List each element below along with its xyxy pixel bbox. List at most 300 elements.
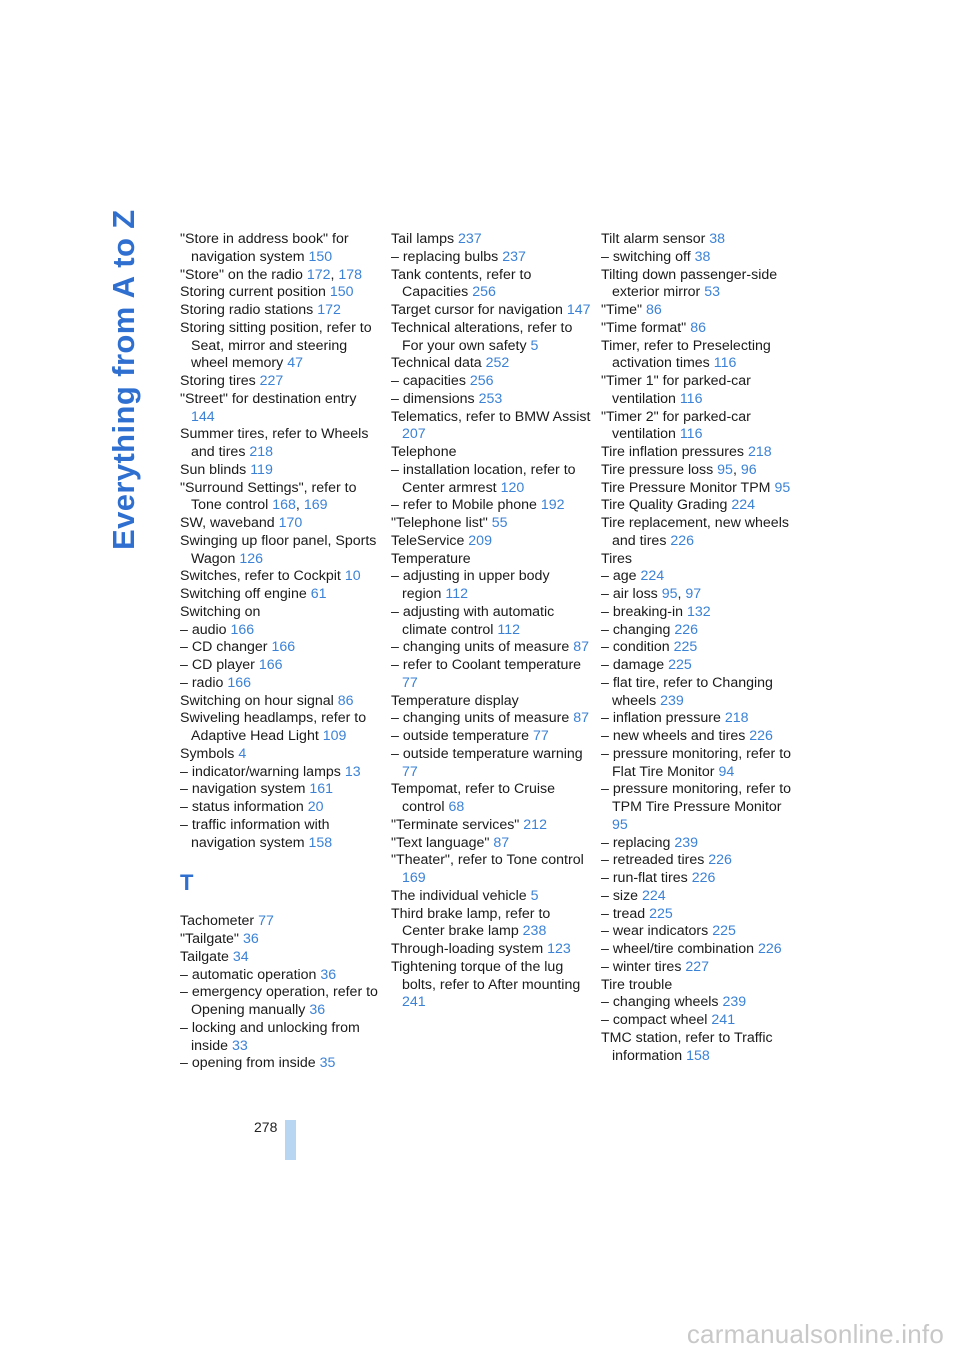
index-entry-text: Temperature [391, 550, 471, 567]
index-entry [601, 852, 801, 870]
index-entry-text: – changing wheels [601, 994, 719, 1011]
index-entry-text: – refer to Coolant temperature [391, 657, 582, 673]
index-entry [180, 984, 380, 1020]
index-entry [391, 817, 591, 835]
index-entry-text: SW, waveband [180, 515, 275, 531]
page-reference-link[interactable]: 68 [448, 799, 465, 815]
page-reference-link[interactable]: 132 [686, 603, 711, 620]
index-entry [180, 639, 380, 657]
index-entry-text: Sun blinds [180, 461, 247, 478]
index-entry [391, 462, 591, 498]
page-reference-link[interactable]: 158 [308, 834, 333, 851]
index-group-t [180, 913, 380, 1073]
index-entry-text: – traffic information with navigation system [180, 816, 330, 851]
page-reference-link[interactable]: 126 [239, 550, 264, 567]
index-entry [601, 781, 801, 834]
page-reference-link[interactable]: 4 [238, 745, 247, 762]
index-entry: – air loss 95, 97 [601, 586, 702, 602]
page-reference-link[interactable]: 147 [566, 302, 591, 318]
index-group-s [180, 231, 380, 852]
index-entry [180, 967, 380, 985]
index-entry [180, 817, 380, 853]
index-entry [391, 249, 591, 267]
index-entry-text: "Timer 2" for parked-car ventilation [601, 408, 751, 443]
page-reference-link[interactable]: 158 [686, 1047, 710, 1064]
page-reference-link[interactable]: 77 [258, 913, 274, 930]
index-entry [601, 551, 801, 569]
index-entry [391, 639, 591, 657]
index-entry-text: – CD changer [180, 639, 268, 656]
index-entry [601, 710, 801, 728]
index-entry-text: Tire pressure loss [601, 461, 714, 478]
page-reference-link[interactable]: 150 [308, 248, 333, 265]
page-reference-link[interactable]: 226 [749, 728, 773, 744]
index-entry-text: – damage [601, 657, 665, 673]
index-entry [180, 302, 380, 320]
index-entry [601, 746, 801, 782]
page-reference-link[interactable]: 112 [445, 586, 469, 602]
index-entry [391, 657, 591, 693]
index-entry-text: "Time format" [601, 319, 687, 336]
page-reference-link[interactable]: 120 [500, 479, 525, 496]
index-entry-text: Tires [601, 550, 633, 567]
page-reference-link[interactable]: 35 [319, 1055, 336, 1072]
index-entry-text: – locking and unlocking from inside [180, 1019, 360, 1054]
page-reference-link[interactable]: 225 [673, 639, 698, 656]
page-reference-link[interactable]: 38 [709, 231, 726, 247]
index-entry-text: Tire Pressure Monitor TPM [601, 479, 771, 496]
index-entry-text: – wear indicators [601, 923, 709, 940]
index-entry-text: Tank contents, refer to Capacities [391, 266, 532, 301]
page-reference-link[interactable]: 226 [708, 852, 732, 869]
index-entry-text: "Theater", refer to Tone control [391, 852, 584, 869]
index-column-1 [180, 231, 380, 1073]
index-entry [391, 959, 591, 1012]
page-reference-link[interactable]: 238 [522, 923, 547, 940]
page-reference-link[interactable]: 209 [468, 532, 492, 549]
page-reference-link[interactable]: 166 [258, 657, 283, 673]
index-entry [391, 906, 591, 942]
index-entry-text: – winter tires [601, 958, 682, 975]
page-reference-link[interactable]: 256 [469, 373, 494, 389]
page-reference-link[interactable]: 13 [344, 763, 361, 780]
index-entry-text: Tachometer [180, 913, 255, 930]
page-reference-link[interactable]: 169 [303, 497, 328, 514]
index-entry [180, 1020, 380, 1056]
index-entry-text: – capacities [391, 373, 466, 389]
page-reference-link[interactable]: 87 [573, 639, 589, 656]
page-reference-link[interactable]: 96 [740, 461, 757, 478]
index-entry [391, 267, 591, 303]
page-reference-link[interactable]: 36 [242, 931, 259, 947]
index-entry-text: Tightening torque of the lug bolts, refer to After mounting [391, 958, 581, 993]
index-entry [180, 515, 380, 533]
page-reference-link[interactable]: 226 [691, 870, 716, 886]
index-entry-text: "Store in address book" for navigation system [180, 231, 349, 265]
page-reference-link[interactable]: 225 [668, 657, 692, 673]
index-entry-text: "Timer 1" for parked-car ventilation [601, 373, 751, 407]
page-reference-link[interactable]: 5 [530, 337, 539, 354]
page-reference-link[interactable]: 55 [491, 515, 508, 531]
page-reference-link[interactable]: 123 [547, 941, 571, 957]
index-entry [601, 675, 801, 711]
index-entry-text: – air loss [601, 586, 658, 602]
index-entry [391, 835, 591, 853]
index-entry [391, 533, 591, 551]
index-entry [180, 284, 380, 302]
index-entry-text: – switching off [601, 248, 691, 265]
index-entry [180, 746, 380, 764]
index-entry [180, 781, 380, 799]
index-entry-text: – adjusting with automatic climate control [391, 603, 555, 638]
index-entry-text: – outside temperature warning [391, 745, 583, 762]
index-entry-text: – retreaded tires [601, 852, 705, 869]
index-entry-text: – radio [180, 674, 224, 691]
page-reference-link[interactable]: 5 [530, 887, 539, 904]
index-entry-text: – wheel/tire combination [601, 941, 754, 957]
index-entry-text: Swinging up floor panel, Sports Wagon [180, 532, 377, 567]
index-entry [391, 444, 591, 462]
index-entry [180, 799, 380, 817]
index-entry-text: The individual vehicle [391, 887, 527, 904]
index-entry [601, 923, 801, 941]
index-entry [180, 391, 380, 427]
index-entry [601, 497, 801, 515]
page-reference-link[interactable]: 112 [497, 621, 521, 638]
index-entry-text: – navigation system [180, 781, 306, 798]
index-entry-text: TeleService [391, 532, 465, 549]
index-entry-text: Storing radio stations [180, 302, 314, 318]
page-reference-link[interactable]: 225 [712, 923, 736, 940]
index-entry-text: Storing tires [180, 373, 256, 389]
index-entry [180, 568, 380, 586]
index-entry [180, 426, 380, 462]
index-entry-text: – status information [180, 799, 304, 815]
index-entry [180, 931, 380, 949]
index-entry-text: – dimensions [391, 390, 475, 407]
index-entry-text: Summer tires, refer to Wheels and tires [180, 426, 369, 460]
index-entry: "Store" on the radio 172, 178 [180, 266, 363, 283]
index-entry-text: – changing [601, 621, 671, 638]
index-entry [391, 551, 591, 569]
index-entry [601, 515, 801, 551]
index-entry [601, 657, 801, 675]
page-reference-link[interactable]: 178 [338, 266, 363, 283]
page-reference-link[interactable]: 169 [402, 870, 426, 886]
page-reference-link[interactable]: 95 [612, 816, 628, 833]
page-reference-link[interactable]: 95 [774, 479, 791, 496]
page-reference-link[interactable]: 33 [232, 1037, 248, 1054]
page-reference-link[interactable]: 170 [278, 515, 303, 531]
index-entry [601, 409, 801, 445]
index-entry [391, 373, 591, 391]
index-entry-text: Symbols [180, 745, 235, 762]
index-entry-text: – changing units of measure [391, 710, 570, 727]
index-entry-text: "Telephone list" [391, 515, 488, 531]
index-entry [601, 728, 801, 746]
index-entry [601, 835, 801, 853]
index-entry [601, 267, 801, 303]
index-entry-text: – audio [180, 621, 227, 638]
page-reference-link[interactable]: 166 [230, 621, 255, 638]
page-reference-link[interactable]: 119 [250, 461, 273, 478]
page-reference-link[interactable]: 77 [402, 674, 418, 691]
letter-heading: T [180, 870, 194, 896]
index-entry-text: – automatic operation [180, 966, 317, 983]
page-reference-link[interactable]: 166 [271, 639, 296, 656]
index-entry-text: – pressure monitoring, refer to TPM Tire Pressure Monitor [601, 781, 792, 815]
page-reference-link[interactable]: 239 [660, 692, 684, 709]
index-entry-text: – outside temperature [391, 728, 530, 744]
page-reference-link[interactable]: 150 [329, 284, 354, 301]
index-entry-text: – adjusting in upper body region [391, 568, 550, 602]
page-reference-link[interactable]: 168 [272, 497, 296, 514]
page-reference-link[interactable]: 86 [646, 302, 662, 318]
index-entry-text: "Street" for destination entry [180, 390, 357, 407]
index-entry [180, 913, 380, 931]
index-entry [180, 657, 380, 675]
index-entry [601, 1030, 801, 1066]
page-reference-link[interactable]: 218 [249, 444, 274, 460]
page-reference-link[interactable]: 36 [309, 1002, 326, 1018]
index-entry [391, 497, 591, 515]
index-entry [601, 302, 801, 320]
index-entry [391, 746, 591, 782]
page-reference-link[interactable]: 95 [717, 461, 733, 478]
index-entry-text: – CD player [180, 657, 255, 673]
index-entry: "Surround Settings", refer to Tone control 168, 169 [180, 479, 357, 514]
index-entry [601, 888, 801, 906]
page-reference-link[interactable]: 224 [640, 568, 665, 585]
index-entry-text: – condition [601, 639, 670, 656]
index-entry-text: Third brake lamp, refer to Center brake lamp [391, 905, 551, 940]
index-entry [180, 320, 380, 373]
index-entry [601, 941, 801, 959]
page-reference-link[interactable]: 97 [685, 586, 702, 602]
page-reference-link[interactable]: 87 [493, 834, 510, 851]
page-reference-link[interactable]: 226 [674, 621, 699, 638]
index-entry [601, 870, 801, 888]
index-entry-text: "Terminate services" [391, 816, 520, 833]
index-entry-text: – size [601, 887, 639, 904]
page-reference-link[interactable]: 172 [317, 302, 341, 318]
page-reference-link[interactable]: 86 [337, 692, 354, 709]
index-entry-text: – tread [601, 905, 646, 922]
index-column-3 [601, 231, 801, 1065]
index-entry-text: Tire Quality Grading [601, 497, 728, 514]
index-entry [391, 888, 591, 906]
index-entry-text: TMC station, refer to Traffic information [601, 1029, 773, 1064]
index-entry-text: Telematics, refer to BMW Assist [391, 408, 591, 425]
index-entry [601, 338, 801, 374]
page-reference-link[interactable]: 36 [320, 966, 337, 983]
page-reference-link[interactable]: 53 [704, 284, 721, 301]
index-entry-text: Tilt alarm sensor [601, 231, 706, 247]
index-entry [180, 764, 380, 782]
page-reference-link[interactable]: 241 [711, 1012, 736, 1028]
index-entry-text: – installation location, refer to Center armrest [391, 461, 576, 496]
index-entry-text: Temperature display [391, 692, 519, 709]
page-reference-link[interactable]: 253 [478, 390, 503, 407]
page-reference-link[interactable]: 227 [685, 958, 710, 975]
page-reference-link[interactable]: 161 [309, 781, 334, 798]
index-entry-text: – age [601, 568, 637, 585]
page-reference-link[interactable]: 77 [532, 728, 549, 744]
index-entry [180, 622, 380, 640]
page-reference-link[interactable]: 77 [402, 763, 418, 780]
index-entry-text: Switches, refer to Cockpit [180, 568, 341, 585]
page-reference-link[interactable]: 47 [287, 355, 303, 372]
index-entry-text: – refer to Mobile phone [391, 497, 537, 514]
page-reference-link[interactable]: 61 [310, 586, 327, 602]
page-reference-link[interactable]: 225 [649, 905, 673, 922]
index-entry-text: – emergency operation, refer to Opening manually [180, 984, 378, 1018]
index-entry-text: Tail lamps [391, 231, 455, 247]
index-entry [391, 515, 591, 533]
page-reference-link[interactable]: 116 [679, 426, 703, 443]
index-entry [601, 231, 801, 249]
section-title-vertical: Everything from A to Z [106, 209, 141, 550]
page-number: 278 [254, 1119, 278, 1135]
index-entry [391, 693, 591, 711]
index-entry [180, 1055, 380, 1073]
index-entry [601, 604, 801, 622]
page-reference-link[interactable]: 239 [674, 834, 699, 851]
index-entry-text: – compact wheel [601, 1012, 708, 1028]
index-entry-text: Switching on [180, 603, 261, 620]
page-reference-link[interactable]: 224 [642, 887, 666, 904]
index-entry [601, 977, 801, 995]
index-entry [601, 639, 801, 657]
index-entry [391, 710, 591, 728]
page-reference-link[interactable]: 237 [502, 248, 526, 265]
page-reference-link[interactable]: 207 [402, 426, 426, 443]
index-entry [601, 959, 801, 977]
page-reference-link[interactable]: 239 [722, 994, 747, 1011]
index-entry-text: Tempomat, refer to Cruise control [391, 781, 556, 815]
index-entry-text: Through-loading system [391, 941, 544, 957]
page-tab-marker [285, 1120, 296, 1160]
index-entry [180, 231, 380, 267]
index-entry-text: Tailgate [180, 948, 229, 965]
index-entry-text: Tire replacement, new wheels and tires [601, 515, 789, 549]
index-entry [391, 355, 591, 373]
index-entry [180, 462, 380, 480]
index-entry [391, 941, 591, 959]
page-reference-link[interactable]: 109 [322, 728, 347, 744]
page-reference-link[interactable]: 218 [724, 710, 749, 727]
index-entry-text: "Text language" [391, 834, 490, 851]
index-entry [391, 604, 591, 640]
index-entry-text: – opening from inside [180, 1055, 316, 1072]
index-entry [391, 302, 591, 320]
index-entry-text: – run-flat tires [601, 870, 688, 886]
page-reference-link[interactable]: 86 [690, 319, 706, 336]
page-reference-link[interactable]: 241 [402, 994, 426, 1011]
page-reference-link[interactable]: 166 [227, 674, 252, 691]
page-reference-link[interactable]: 224 [731, 497, 756, 514]
index-entry-text: – replacing bulbs [391, 248, 499, 265]
page-reference-link[interactable]: 116 [713, 355, 737, 372]
index-entry [601, 994, 801, 1012]
index-entry [601, 622, 801, 640]
page-reference-link[interactable]: 38 [694, 248, 711, 265]
index-entry [391, 231, 591, 249]
index-entry [180, 710, 380, 746]
index-entry [601, 444, 801, 462]
index-entry [180, 586, 380, 604]
page-reference-link[interactable]: 10 [344, 568, 361, 585]
page-reference-link[interactable]: 144 [191, 408, 215, 425]
index-entry [180, 373, 380, 391]
index-entry-text: Technical alterations, refer to For your own safety [391, 319, 573, 354]
index-entry-text: Switching on hour signal [180, 692, 334, 709]
page-reference-link[interactable]: 20 [307, 799, 324, 815]
index-entry-text: – inflation pressure [601, 710, 721, 727]
index-entry-text: Telephone [391, 444, 457, 460]
index-entry [601, 480, 801, 498]
index-entry [601, 568, 801, 586]
index-entry [180, 604, 380, 622]
index-entry [391, 568, 591, 604]
index-column-2 [391, 231, 591, 1012]
index-entry [391, 852, 591, 888]
index-entry-text: Timer, refer to Preselecting activation times [601, 337, 771, 372]
index-entry-text: Tire inflation pressures [601, 444, 744, 460]
page-reference-link[interactable]: 94 [718, 763, 735, 780]
page-reference-link[interactable]: 95 [661, 586, 678, 602]
page-reference-link[interactable]: 116 [679, 390, 703, 407]
index-entry [180, 675, 380, 693]
index-entry-text: Storing current position [180, 284, 326, 301]
index-entry-text: – new wheels and tires [601, 728, 746, 744]
page-reference-link[interactable]: 237 [458, 231, 482, 247]
index-entry-text: Technical data [391, 355, 482, 372]
index-entry-text: Switching off engine [180, 586, 307, 602]
index-entry-text: – breaking-in [601, 603, 684, 620]
page-reference-link[interactable]: 34 [232, 948, 249, 965]
index-entry-text: – pressure monitoring, refer to Flat Tire Monitor [601, 745, 792, 780]
watermark: carmanualsonline.info [686, 1319, 944, 1349]
index-entry-text: Target cursor for navigation [391, 302, 563, 318]
page-reference-link[interactable]: 226 [757, 941, 782, 957]
index-entry-text: – replacing [601, 834, 671, 851]
page-reference-link[interactable]: 226 [670, 532, 695, 549]
index-entry [601, 906, 801, 924]
index-entry-text: "Time" [601, 302, 643, 318]
index-entry [180, 693, 380, 711]
page-reference-link[interactable]: 212 [523, 816, 547, 833]
index-entry [601, 249, 801, 267]
index-entry: Tire pressure loss 95, 96 [601, 461, 757, 478]
page-reference-link[interactable]: 87 [573, 710, 589, 727]
page-reference-link[interactable]: 172 [306, 266, 331, 283]
index-entry [391, 391, 591, 409]
index-entry [391, 728, 591, 746]
page-reference-link[interactable]: 192 [540, 497, 565, 514]
index-entry-text: "Store" on the radio [180, 266, 303, 283]
page-reference-link[interactable]: 256 [472, 284, 496, 301]
page-reference-link[interactable]: 252 [485, 355, 510, 372]
index-entry-text: Storing sitting position, refer to Seat, mirror and steering wheel memory [180, 319, 372, 372]
index-entry [601, 373, 801, 409]
index-entry-text: "Tailgate" [180, 931, 239, 947]
page-reference-link[interactable]: 218 [747, 444, 772, 460]
index-entry [601, 1012, 801, 1030]
index-entry [180, 533, 380, 569]
index-entry-text: – indicator/warning lamps [180, 763, 341, 780]
page-reference-link[interactable]: 227 [259, 373, 284, 389]
